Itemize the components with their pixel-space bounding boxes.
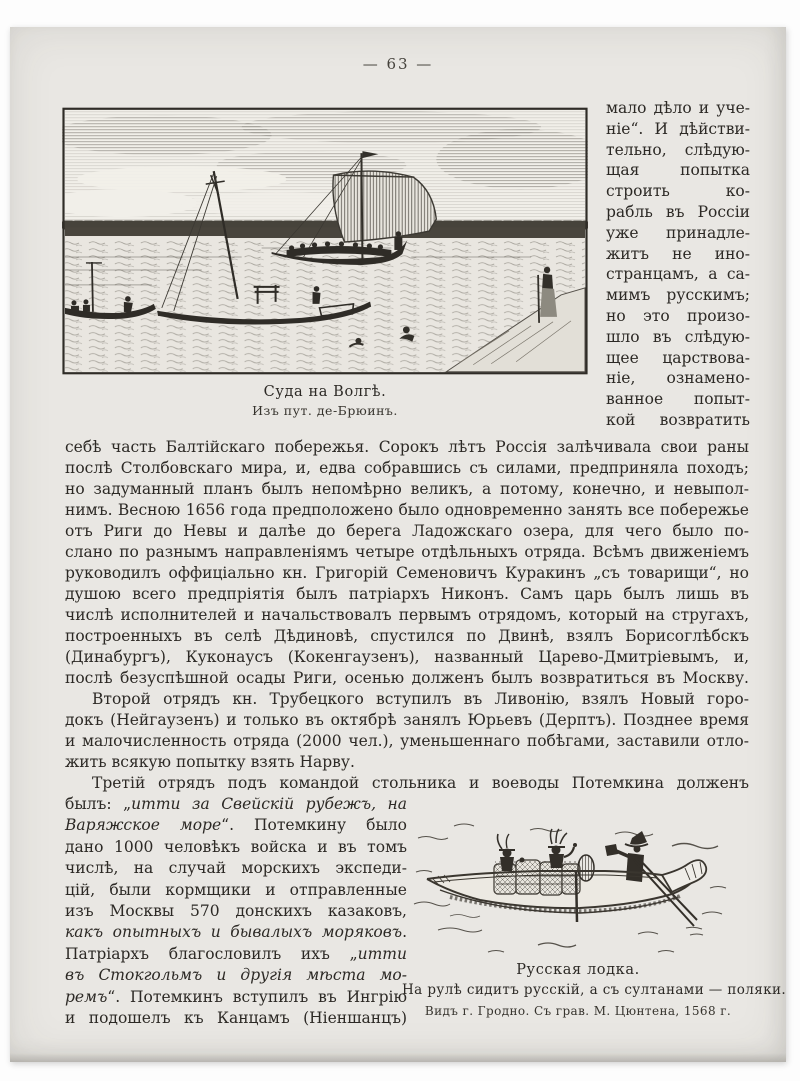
text-line: числѣ исполнителей и начальствовалъ первымъ отрядомъ, который на стругахъ, xyxy=(65,606,749,624)
text-line: уже принадле- xyxy=(606,223,750,242)
text-line: жить всякую попытку взять Нарву. xyxy=(65,753,355,771)
text-line: въ Стокгольмъ и другія мѣста мо- xyxy=(65,966,407,985)
text-line: тельно, слѣдую- xyxy=(606,140,750,159)
text-line: и малочисленность отряда (2000 чел.), уменьшеннаго побѣгами, заставили отло- xyxy=(65,732,749,750)
text-line: душою всего предпріятія былъ патріархъ Никонъ. Самъ царь былъ лишь въ xyxy=(65,585,749,603)
body-text xyxy=(65,437,749,794)
text-column-right xyxy=(606,98,750,431)
text-line: но задуманный планъ былъ непомѣрно великъ, а потому, конечно, и невыпол- xyxy=(65,480,749,498)
figure1-caption xyxy=(62,383,588,420)
figure2-caption xyxy=(402,960,787,1021)
page-number: — 63 — xyxy=(362,55,434,73)
text-line: цій, были кормщики и отправленные xyxy=(65,880,407,899)
text-line: дано 1000 человѣкъ войска и въ томъ xyxy=(65,837,407,856)
text-line: строить ко- xyxy=(606,182,750,201)
text-line: построенныхъ въ селѣ Дѣдиновѣ, спустился по Двинѣ, взялъ Борисоглѣбскъ xyxy=(65,627,749,645)
text-line: рабль въ Россіи xyxy=(606,202,750,221)
figure-volga-ships xyxy=(62,107,588,375)
figure2-caption-title: Русская лодка. xyxy=(516,962,640,978)
text-line: шло въ слѣдую- xyxy=(606,327,750,346)
figure2-caption-source: Видъ г. Гродно. Съ грав. М. Цюнтена, 1568 г. xyxy=(424,1004,732,1018)
text-line: изъ Москвы 570 донскихъ казаковъ, xyxy=(65,902,407,921)
text-line: щая попытка xyxy=(606,161,750,180)
text-line: себѣ часть Балтійскаго побережья. Сорокъ лѣтъ Россія залѣчивала свои раны xyxy=(65,438,749,456)
text-line: ремъ“. Потемкинъ вступилъ въ Ингрію xyxy=(65,987,407,1006)
text-line: ніе“. И дѣйстви- xyxy=(606,119,750,138)
text-column-left xyxy=(65,794,407,1029)
pole xyxy=(576,870,577,922)
text-line: житъ не ино- xyxy=(606,244,750,263)
text-line: (Динабургъ), Куконаусъ (Кокенгаузенъ), названный Царево-Дмитріевымъ, и, xyxy=(65,648,749,666)
text-line: какъ опытныхъ и бывалыхъ моряковъ. xyxy=(65,923,407,942)
figure2-caption-line2: На рулѣ сидитъ русскій, а съ султанами — поляки. xyxy=(402,982,787,998)
figure1-caption-source: Изъ пут. де-Брюинъ. xyxy=(252,403,398,418)
figure-russian-boat xyxy=(410,812,745,960)
text-line: числѣ, на случай морскихъ экспеди- xyxy=(65,859,407,878)
russian-boat-drawing xyxy=(410,812,745,960)
text-line: ванное попыт- xyxy=(606,390,750,409)
text-line: но это произо- xyxy=(606,306,750,325)
figure1-caption-title: Суда на Волгѣ. xyxy=(263,384,387,400)
text-line: руководилъ оффиціально кн. Григорій Семеновичъ Куракинъ „съ товарищи“, но xyxy=(65,564,749,582)
text-line: отъ Риги до Невы и далѣе до берега Ладожскаго озера, для чего было по- xyxy=(65,522,749,540)
text-line: странцамъ, а са- xyxy=(606,265,750,284)
text-line: Варяжское море“. Потемкину было xyxy=(65,816,407,835)
text-line: послѣ безуспѣшной осады Риги, осенью долженъ былъ возвратиться въ Москву. xyxy=(65,669,749,687)
shield xyxy=(578,855,594,881)
text-line: мало дѣло и уче- xyxy=(606,99,750,117)
text-line: ніе, ознамено- xyxy=(606,369,750,388)
sky-clouds xyxy=(62,110,588,228)
text-line: мимъ русскимъ; xyxy=(606,286,750,305)
text-line: слано по разнымъ направленіямъ четыре отдѣльныхъ отряда. Всѣмъ движеніемъ xyxy=(65,543,749,561)
book-page xyxy=(10,27,786,1062)
text-line: кой возвратить xyxy=(606,410,750,429)
text-line: Второй отрядъ кн. Трубецкого вступилъ въ Ливонію, взялъ Новый горо- xyxy=(92,690,749,708)
text-line: и подошелъ къ Канцамъ (Ніеншанцъ) xyxy=(65,1009,407,1028)
text-line: былъ: „итти за Свейскій рубежъ, на xyxy=(65,795,407,813)
text-line: нимъ. Весною 1656 года предположено было одновременно занять все побережье xyxy=(65,501,749,519)
text-line: щее царствова- xyxy=(606,348,750,367)
text-line: докъ (Нейгаузенъ) и только въ октябрѣ занялъ Юрьевъ (Дерптъ). Позднее время xyxy=(65,711,749,729)
volga-ships-engraving xyxy=(62,107,588,375)
text-line: Патріархъ благословилъ ихъ „итти xyxy=(65,944,407,963)
text-line: послѣ Столбовскаго мира, и, едва собравшись съ силами, предприняла походъ; xyxy=(65,459,749,477)
text-line: Третій отрядъ подъ командой стольника и воеводы Потемкина долженъ xyxy=(92,774,749,792)
